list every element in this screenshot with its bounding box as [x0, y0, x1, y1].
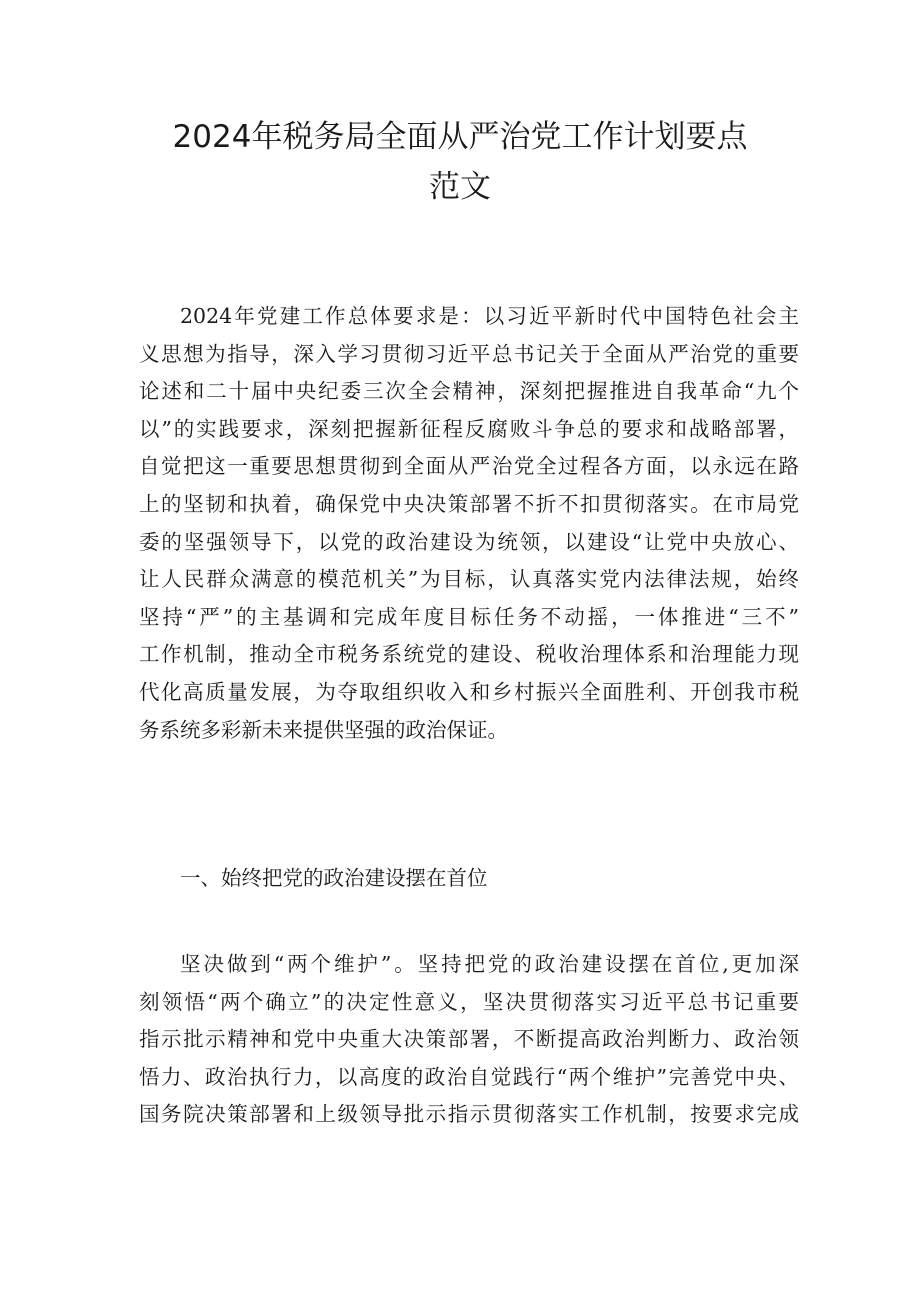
- paragraph-two-safeguards: [139, 946, 799, 1134]
- paragraph-line: 坚决做到“两个维护”。坚持把党的政治建设摆在首位,更加深: [180, 952, 799, 976]
- paragraph-line: 让人民群众满意的模范机关”为目标，认真落实党内法律法规，始终: [139, 567, 799, 592]
- paragraph-line: 务系统多彩新未来提供坚强的政治保证。: [139, 717, 508, 742]
- paragraph-line: 上的坚韧和执着，确保党中央决策部署不折不扣贯彻落实。在市局党: [139, 491, 799, 516]
- paragraph-line: 坚持“严”的主基调和完成年度目标任务不动摇，一体推进“三不”: [139, 604, 799, 629]
- paragraph-line: 刻领悟“两个确立”的决定性意义，坚决贯彻落实习近平总书记重要: [139, 989, 799, 1014]
- paragraph-line: 指示批示精神和党中央重大决策部署，不断提高政治判断力、政治领: [139, 1027, 799, 1052]
- section-heading-1: [139, 860, 799, 898]
- paragraph-line: 国务院决策部署和上级领导批示指示贯彻落实工作机制，按要求完成: [139, 1102, 799, 1127]
- paragraph-line: 工作机制，推动全市税务系统党的建设、税收治理体系和治理能力现: [139, 642, 799, 667]
- paragraph-line: 代化高质量发展，为夺取组织收入和乡村振兴全面胜利、开创我市税: [139, 679, 799, 704]
- title-line-2: 范文: [429, 169, 491, 205]
- paragraph-overall-requirements: [139, 298, 799, 749]
- section-heading-text: 一、始终把党的政治建设摆在首位: [180, 866, 488, 890]
- paragraph-line: 义思想为指导，深入学习贯彻习近平总书记关于全面从严治党的重要: [139, 341, 799, 366]
- paragraph-line: 2024年党建工作总体要求是：以习近平新时代中国特色社会主: [180, 304, 799, 328]
- paragraph-line: 自觉把这一重要思想贯彻到全面从严治党全过程各方面，以永远在路: [139, 454, 799, 479]
- paragraph-line: 委的坚强领导下，以党的政治建设为统领，以建设“让党中央放心、: [139, 529, 799, 554]
- paragraph-line: 悟力、政治执行力，以高度的政治自觉践行“两个维护”完善党中央、: [139, 1064, 799, 1089]
- paragraph-line: 以”的实践要求，深刻把握新征程反腐败斗争总的要求和战略部署，: [139, 416, 799, 441]
- document-title: [120, 112, 800, 212]
- title-line-1: 2024年税务局全面从严治党工作计划要点: [172, 119, 748, 155]
- paragraph-line: 论述和二十届中央纪委三次全会精神，深刻把握推进自我革命“九个: [139, 379, 799, 404]
